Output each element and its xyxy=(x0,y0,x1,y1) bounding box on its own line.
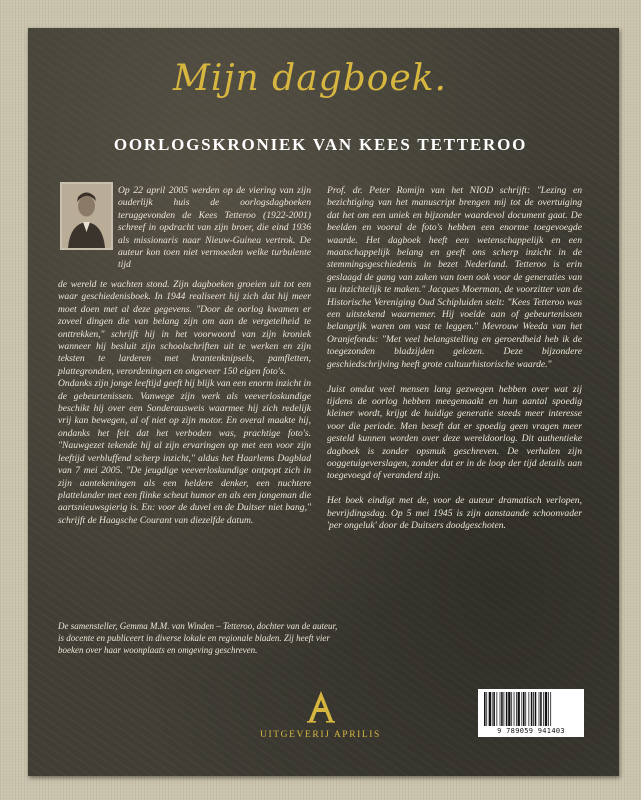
isbn-number: 9 789059 941403 xyxy=(497,727,565,735)
publisher-name: UITGEVERIJ APRILIS xyxy=(260,730,381,740)
main-title: OORLOGSKRONIEK VAN KEES TETTEROO xyxy=(113,135,528,154)
portrait-image xyxy=(62,184,111,248)
intro-paragraph: Op 22 april 2005 werden op de viering van zijn ouderlijk huis de oorlogsdagboeken teruggevonden de Kees Tetteroo (1922-2001) schreef in opdracht van zijn broer, die eind 1936 als missionaris naar Nieuw-Guinea vertrok. De auteur kon toen niet vermoeden welke turbulente tijd xyxy=(118,185,311,271)
author-note: De samensteller, Gemma M.M. van Winden – Tetteroo, dochter van de auteur, is docente en publiceert in diverse lokale en regionale bladen. Zij heeft vier boeken over haar woonplaats en omgeving geschreven. xyxy=(58,621,338,655)
script-title: Mijn dagboek. xyxy=(173,58,447,99)
left-column-text: de wereld te wachten stond. Zijn dagboeken groeien uit tot een waar geschiedenisboek. In 1944 realiseert hij zich dat hij meer moet doen met al deze gegevens. "Door de oorlog kwamen er zoveel dingen die van belang zijn om aan de vergetelheid te onttrekken," schrijft hij in het voorwoord van zijn kroniek wanneer hij besluit zijn schoolschriften uit te werken en zijn teksten te larderen met krantenknipsels, pamfletten, plattegronden, verordeningen en ongeveer 150 eigen foto's. Ondanks zijn jonge leeftijd geeft hij blijk van een enorm inzicht in de gebeurtenissen. Vanwege zijn werk als veeverloskundige beschikt hij over een Sonderausweis waarmee hij zich redelijk vrij kan bewegen, al of niet op zijn motor. En overal maakte hij, ondanks het feit dat het verboden was, prachtige foto's. "Nauwgezet tekende hij al zijn ervaringen op met een voor zijn leeftijd verbluffend scherp inzicht," aldus het Haarlems Dagblad van 7 mei 2005. "De jeugdige veeverloskundige ontpopt zich in zijn aantekeningen als een heldere denker, een nuchtere plattelander met een flinke scheut humor en als een jongeman die aartsnieuwsgierig is. En: voor de duvel en de Duitser niet bang," schrijft de Haagsche Courant van diezelfde datum. xyxy=(58,279,311,526)
author-portrait xyxy=(60,182,113,250)
right-column-text: Prof. dr. Peter Romijn van het NIOD schrijft: "Lezing en bezichtiging van het manuscript brengen mij tot de overtuiging dat het om een uniek en bijzonder waardevol document gaat. De beelden en vooral de foto's hebben een enorme toegevoegde waarde. Het dagboek heeft een wetenschappelijk en een maatschappelijk belang en geeft ons scherp inzicht in de stemmingsgeschiedenis in bezet Nederland. Tetteroo is erin geslaagd de gang van zaken van toen ook voor de generaties van nu inzichtelijk te maken." Jacques Moerman, de voorzitter van de Historische Vereniging Oud Schipluiden stelt: "Kees Tetteroo was een uitstekend waarnemer. Hij voelde aan of gebeurtenissen belangrijk waren om vast te leggen." Mevrouw Weeda van het Oranjefonds: "Met veel belangstelling en geroerdheid heb ik de toegezonden bladzijden gelezen. Deze bijzondere geschiedschrijving heeft grote cultuurhistorische waarde." Juist omdat veel mensen lang gezwegen hebben over wat zij tijdens de oorlog hebben meegemaakt en hun aantal spoedig kleiner wordt, krijgt de huidige generatie steeds meer interesse voor die periode. Men beseft dat er spoedig geen vragen meer gesteld kunnen worden over deze wereldoorlog. Dit authentieke dagboek is zonder opsmuk geschreven. De verhalen zijn ooggetuigeverslagen, zonder dat er in de loop der tijd details aan toegevoegd of veranderd zijn. Het boek eindigt met de, voor de auteur dramatisch verlopen, bevrijdingsdag. Op 5 mei 1945 is zijn aanstaande schoonvader 'per ongeluk' door de Duitsers doodgeschoten. xyxy=(327,185,582,531)
isbn-barcode xyxy=(478,689,584,737)
publisher-logo xyxy=(289,690,353,724)
barcode-bars xyxy=(482,692,580,726)
aprilis-a-logo-icon xyxy=(289,690,353,724)
